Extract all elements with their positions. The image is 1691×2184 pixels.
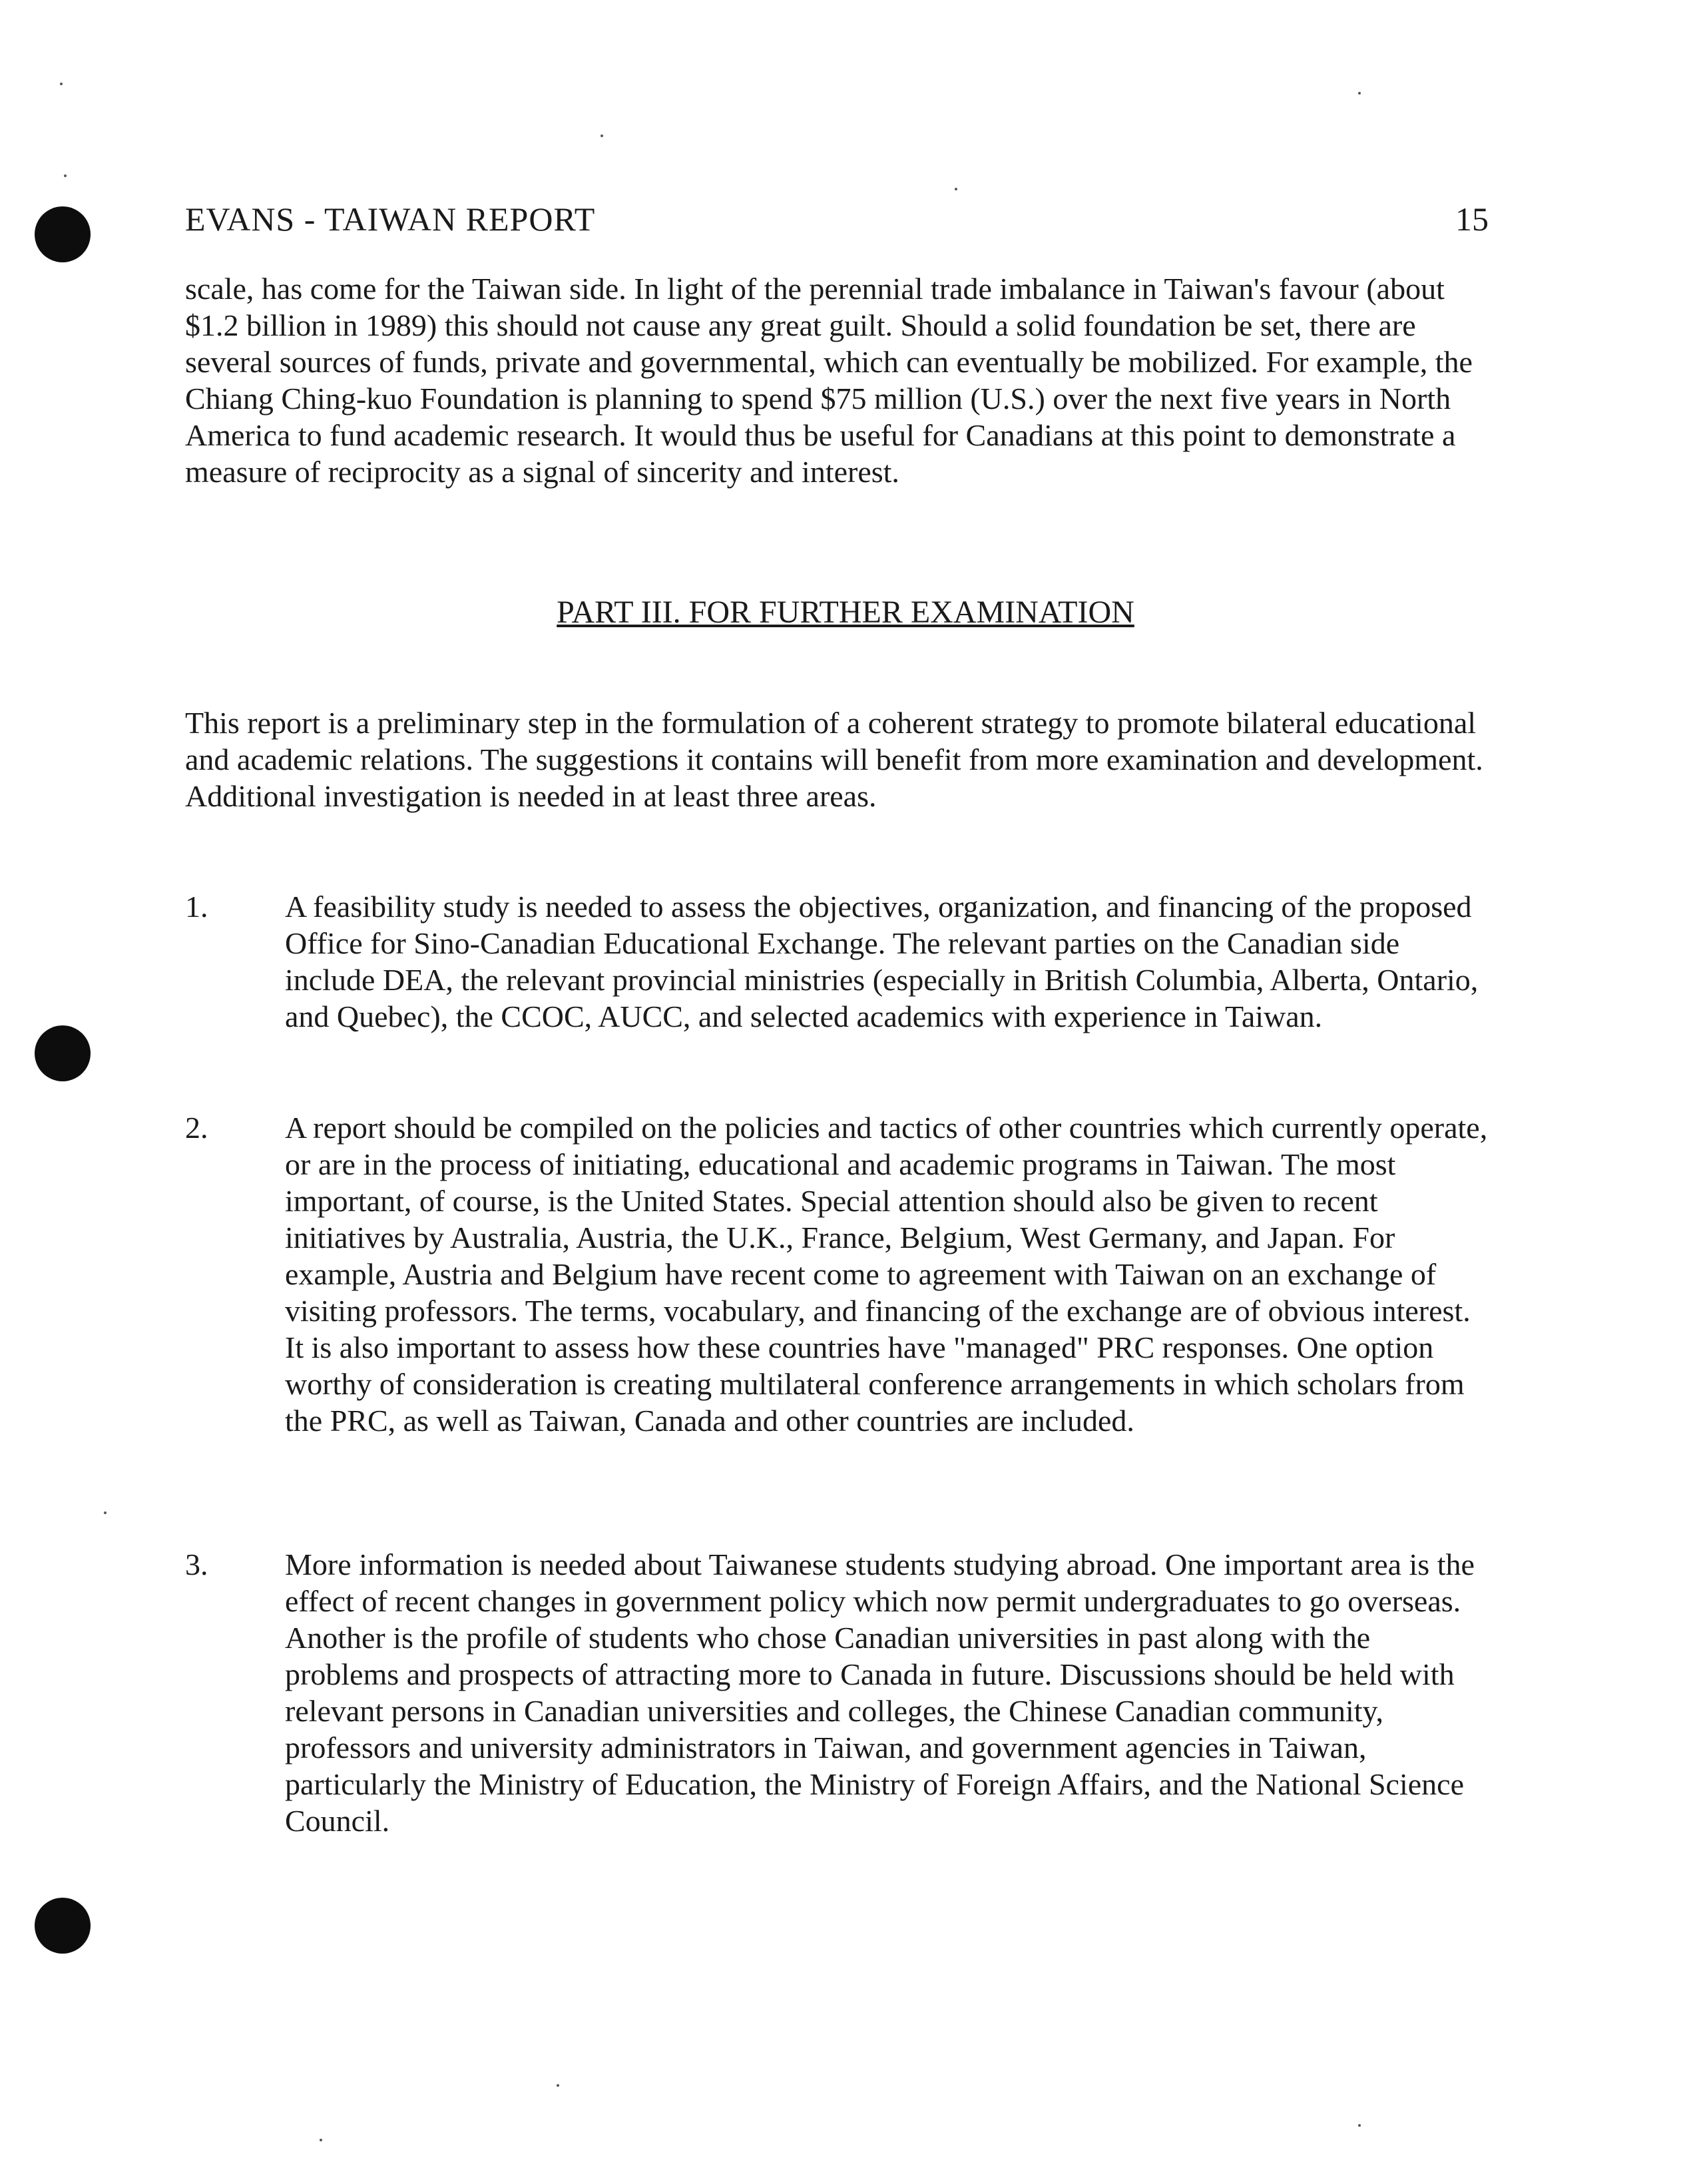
scan-speck [1358,92,1361,95]
list-item-number: 3. [185,1547,208,1581]
report-header-title: EVANS - TAIWAN REPORT [185,200,596,238]
scan-speck [60,83,63,85]
scan-speck [64,174,67,177]
paragraph-intro: This report is a preliminary step in the formulation of a coherent strategy to promote bilateral educational and academic relations. The suggestions it contains will benefit from more examination and development. Additional investigation is needed in at least three areas. [185,706,1483,813]
list-item-text: A feasibility study is needed to assess the objectives, organization, and financing of the proposed Office for Sino-Canadian Educational Exchange. The relevant parties on the Canadian side include DEA, the relevant provincial ministries (especially in British Columbia, Alberta, Ontario, and Quebec), the CCOC, AUCC, and selected academics with experience in Taiwan. [285,890,1479,1033]
scan-speck [1358,2124,1361,2127]
scan-speck [104,1511,107,1514]
list-item-text: A report should be compiled on the policies and tactics of other countries which currently operate, or are in the process of initiating, educational and academic programs in Taiwan. The most important, of course, is the United States. Special attention should also be given to recent initiatives by Australia, Austria, the U.K., France, Belgium, West Germany, and Japan. For example, Austria and Belgium have recent come to agreement with Taiwan on an exchange of visiting professors. The terms, vocabulary, and financing of the exchange are of obvious interest. It is also important to assess how these countries have "managed" PRC responses. One option worthy of consideration is creating multilateral conference arrangements in which scholars from the PRC, as well as Taiwan, Canada and other countries are included. [285,1111,1488,1438]
list-item-number: 2. [185,1111,208,1145]
punch-hole [35,206,91,262]
punch-hole [35,1025,91,1081]
punch-hole [35,1898,91,1954]
section-title: PART III. FOR FURTHER EXAMINATION [557,595,1134,630]
scan-speck [601,135,603,137]
list-item-text: More information is needed about Taiwanese students studying abroad. One important area is the effect of recent changes in government policy which now permit undergraduates to go overseas. Another is the profile of students who chose Canadian universities in past along with the problems and prospects of attracting more to Canada in future. Discussions should be held with relevant persons in Canadian universities and colleges, the Chinese Canadian community, professors and university administrators in Taiwan, and government agencies in Taiwan, particularly the Ministry of Education, the Ministry of Foreign Affairs, and the National Science Council. [285,1547,1475,1838]
paragraph-continuation: scale, has come for the Taiwan side. In light of the perennial trade imbalance in Taiwan's favour (about $1.2 billion in 1989) this should not cause any great guilt. Should a solid foundation be set, there are several sources of funds, private and governmental, which can eventually be mobilized. For example, the Chiang Ching-kuo Foundation is planning to spend $75 million (U.S.) over the next five years in North America to fund academic research. It would thus be useful for Canadians at this point to demonstrate a measure of reciprocity as a signal of sincerity and interest. [185,272,1473,489]
scan-speck [557,2084,559,2087]
scan-speck [955,188,957,190]
page-number: 15 [1455,200,1489,238]
list-item-number: 1. [185,890,208,924]
scan-speck [320,2139,322,2141]
